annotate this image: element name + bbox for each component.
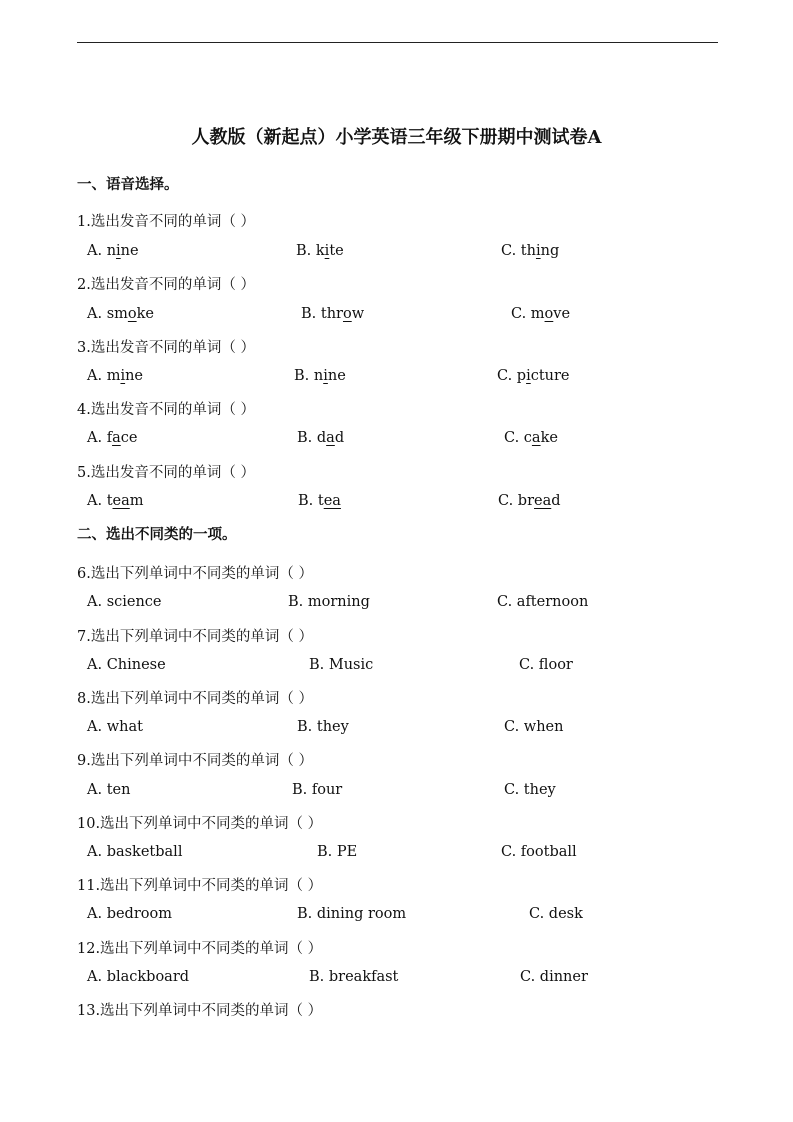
question-3-stem: 3.选出发音不同的单词（ ） (77, 340, 255, 356)
question-12-stem: 12.选出下列单词中不同类的单词（ ） (77, 941, 323, 957)
question-11-option-b[interactable]: B. dining room (297, 906, 407, 922)
question-11-stem: 11.选出下列单词中不同类的单词（ ） (77, 878, 323, 894)
question-7-option-c[interactable]: C. floor (519, 657, 573, 673)
question-6-option-a[interactable]: A. science (87, 594, 162, 610)
question-12-option-b[interactable]: B. breakfast (309, 969, 399, 985)
question-2-stem: 2.选出发音不同的单词（ ） (77, 277, 255, 293)
question-1-option-a[interactable]: A. nine (87, 243, 139, 259)
section-heading-odd-one-out: 二、选出不同类的一项。 (77, 527, 237, 543)
question-6-option-b[interactable]: B. morning (288, 594, 370, 610)
question-4-option-c[interactable]: C. cake (504, 430, 558, 446)
question-6-stem: 6.选出下列单词中不同类的单词（ ） (77, 566, 313, 582)
question-6-option-c[interactable]: C. afternoon (497, 594, 589, 610)
question-5-stem: 5.选出发音不同的单词（ ） (77, 465, 255, 481)
question-2-option-b[interactable]: B. throw (301, 306, 365, 322)
question-2-option-c[interactable]: C. move (511, 306, 571, 322)
question-7-stem: 7.选出下列单词中不同类的单词（ ） (77, 629, 313, 645)
question-1-option-b[interactable]: B. kite (296, 243, 344, 259)
question-8-option-a[interactable]: A. what (87, 719, 143, 735)
question-4-option-a[interactable]: A. face (87, 430, 138, 446)
question-11-option-c[interactable]: C. desk (529, 906, 583, 922)
question-10-stem: 10.选出下列单词中不同类的单词（ ） (77, 816, 323, 832)
section-heading-phonics: 一、语音选择。 (77, 177, 179, 193)
question-9-option-a[interactable]: A. ten (87, 782, 131, 798)
question-8-option-c[interactable]: C. when (504, 719, 564, 735)
question-1-stem: 1.选出发音不同的单词（ ） (77, 214, 255, 230)
question-10-option-b[interactable]: B. PE (317, 844, 358, 860)
question-9-option-c[interactable]: C. they (504, 782, 556, 798)
question-4-option-b[interactable]: B. dad (297, 430, 345, 446)
question-3-option-a[interactable]: A. mine (87, 368, 144, 384)
question-9-option-b[interactable]: B. four (292, 782, 343, 798)
question-13-stem: 13.选出下列单词中不同类的单词（ ） (77, 1003, 323, 1019)
question-4-stem: 4.选出发音不同的单词（ ） (77, 402, 255, 418)
question-3-option-b[interactable]: B. nine (294, 368, 346, 384)
question-8-stem: 8.选出下列单词中不同类的单词（ ） (77, 691, 313, 707)
question-9-stem: 9.选出下列单词中不同类的单词（ ） (77, 753, 313, 769)
question-7-option-b[interactable]: B. Music (309, 657, 374, 673)
page-title: 人教版（新起点）小学英语三年级下册期中测试卷A (191, 127, 602, 148)
question-10-option-c[interactable]: C. football (501, 844, 577, 860)
question-3-option-c[interactable]: C. picture (497, 368, 570, 384)
question-5-option-a[interactable]: A. team (87, 493, 144, 509)
question-8-option-b[interactable]: B. they (297, 719, 349, 735)
question-5-option-c[interactable]: C. bread (498, 493, 561, 509)
question-12-option-a[interactable]: A. blackboard (87, 969, 190, 985)
question-2-option-a[interactable]: A. smoke (87, 306, 154, 322)
question-7-option-a[interactable]: A. Chinese (87, 657, 166, 673)
question-11-option-a[interactable]: A. bedroom (87, 906, 172, 922)
question-10-option-a[interactable]: A. basketball (87, 844, 183, 860)
header-rule (77, 42, 718, 43)
question-12-option-c[interactable]: C. dinner (520, 969, 588, 985)
question-1-option-c[interactable]: C. thing (501, 243, 560, 259)
question-5-option-b[interactable]: B. tea (298, 493, 341, 509)
